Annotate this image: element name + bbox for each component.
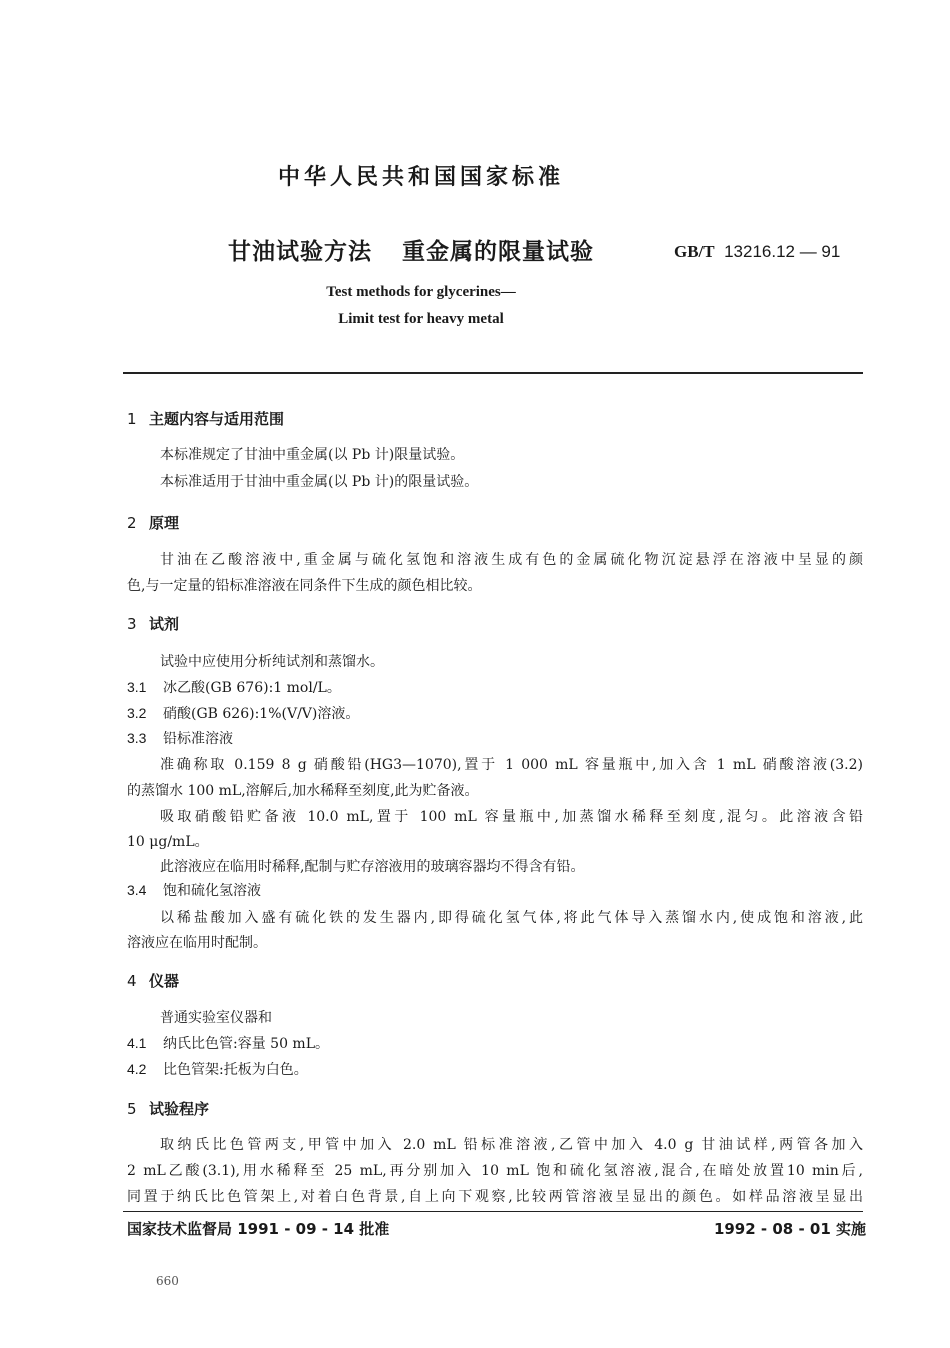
section-1-para-1: 本标准规定了甘油中重金属(以 Pb 计)限量试验。 [160, 447, 465, 463]
document-title-zh [228, 233, 594, 266]
item-3-3: 3.3 铅标准溶液 [127, 730, 233, 747]
section-5-heading: 5 试验程序 [127, 1100, 210, 1118]
item-3-4-para-line-1: 以稀盐酸加入盛有硫化铁的发生器内,即得硫化氢气体,将此气体导入蒸馏水内,使成饱和溶液,此 [160, 910, 863, 926]
section-5-line-3: 同置于纳氏比色管架上,对着白色背景,自上向下观察,比较两管溶液呈显出的颜色。如样品溶液呈显出 [127, 1189, 863, 1205]
item-3-1: 3.1 冰乙酸(GB 676):1 mol/L。 [127, 679, 341, 696]
section-2-para-line-2: 色,与一定量的铅标准溶液在同条件下生成的颜色相比较。 [127, 578, 482, 594]
item-4-1: 4.1 纳氏比色管:容量 50 mL。 [127, 1035, 330, 1052]
effective-date: 1992 - 08 - 01 实施 [713, 1220, 866, 1238]
standard-prefix: GB/T [674, 242, 715, 261]
header-divider [123, 372, 863, 374]
section-5-line-2: 2 mL乙酸(3.1),用水稀释至 25 mL,再分别加入 10 mL 饱和硫化氢溶液,混合,在暗处放置10 min后, [127, 1163, 863, 1179]
section-3-intro: 试验中应使用分析纯试剂和蒸馏水。 [160, 654, 384, 670]
standard-code: 13216.12 — 91 [724, 242, 841, 261]
approval-date: 国家技术监督局 1991 - 09 - 14 批准 [127, 1220, 390, 1238]
section-4-heading: 4 仪器 [127, 972, 180, 990]
item-3-3-para-2-line-2: 10 μg/mL。 [127, 834, 209, 850]
item-3-3-para-3: 此溶液应在临用时稀释,配制与贮存溶液用的玻璃容器均不得含有铅。 [160, 859, 585, 875]
item-3-4: 3.4 饱和硫化氢溶液 [127, 882, 261, 899]
section-4-intro: 普通实验室仪器和 [160, 1010, 272, 1026]
title-part-1: 甘油试验方法 [228, 239, 372, 265]
standard-number [674, 242, 840, 262]
footer-divider [123, 1211, 863, 1212]
section-2-heading: 2 原理 [127, 514, 180, 532]
title-part-2: 重金属的限量试验 [402, 239, 594, 265]
page-number: 660 [156, 1274, 179, 1288]
item-4-2: 4.2 比色管架:托板为白色。 [127, 1061, 308, 1078]
section-1-para-2: 本标准适用于甘油中重金属(以 Pb 计)的限量试验。 [160, 474, 479, 490]
section-5-line-1: 取纳氏比色管两支,甲管中加入 2.0 mL 铅标准溶液,乙管中加入 4.0 g 甘油试样,两管各加入 [160, 1137, 863, 1153]
item-3-4-para-line-2: 溶液应在临用时配制。 [127, 935, 267, 951]
document-title-en-line-1: Test methods for glycerines— [326, 284, 516, 300]
item-3-3-para-1-line-2: 的蒸馏水 100 mL,溶解后,加水稀释至刻度,此为贮备液。 [127, 783, 479, 799]
item-3-3-para-2-line-1: 吸取硝酸铅贮备液 10.0 mL,置于 100 mL 容量瓶中,加蒸馏水稀释至刻度,混匀。此溶液含铅 [160, 809, 863, 825]
standard-category-title: 中华人民共和国国家标准 [277, 165, 564, 190]
document-title-en-line-2: Limit test for heavy metal [338, 311, 504, 327]
section-1-heading: 1 主题内容与适用范围 [127, 410, 285, 428]
section-3-heading: 3 试剂 [127, 615, 180, 633]
item-3-2: 3.2 硝酸(GB 626):1%(V/V)溶液。 [127, 705, 360, 722]
item-3-3-para-1-line-1: 准确称取 0.159 8 g 硝酸铅(HG3—1070),置于 1 000 mL 容量瓶中,加入含 1 mL 硝酸溶液(3.2) [160, 757, 863, 773]
section-2-para-line-1: 甘油在乙酸溶液中,重金属与硫化氢饱和溶液生成有色的金属硫化物沉淀悬浮在溶液中呈显的颜 [160, 552, 863, 568]
